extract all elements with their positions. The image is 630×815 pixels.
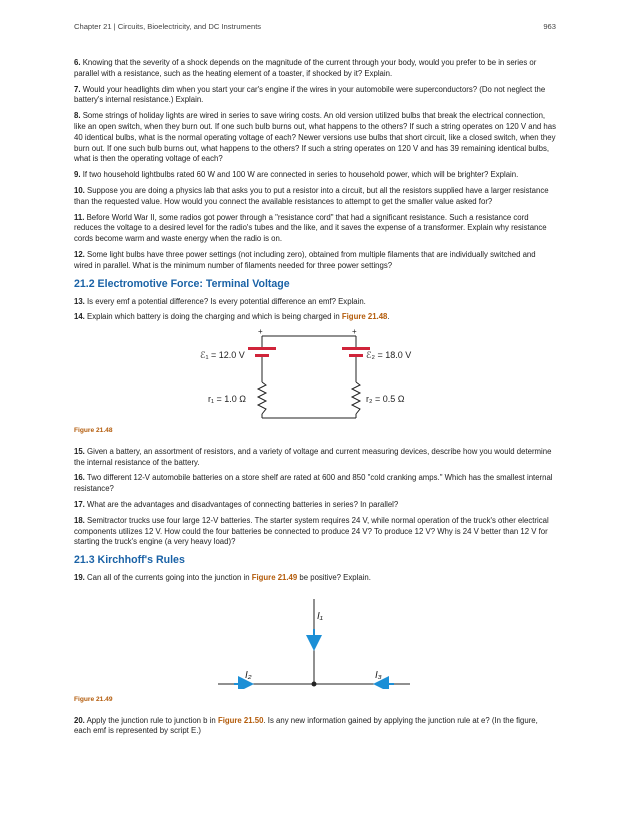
section-heading-21-2: 21.2 Electromotive Force: Terminal Voltage [74,277,290,290]
junction-diagram [74,589,556,689]
r2-label: r₂ = 0.5 Ω [366,394,405,405]
figure-21-50-link[interactable]: Figure 21.50 [217,715,264,725]
r1-label: r₁ = 1.0 Ω [208,394,247,405]
figure-21-49-caption: Figure 21.49 [74,695,113,703]
figure-21-49-link[interactable]: Figure 21.49 [251,573,298,583]
question-list [74,58,556,272]
figure-21-48-caption: Figure 21.48 [74,426,113,434]
i1-label: I₁ [317,610,323,622]
question-20: 20. Apply the junction rule to junction b in Figure 21.50. Is any new information gained by applying the junction rule at e? (In the figure, each emf is represented by script E.) [74,715,538,736]
circuit-wires [262,336,356,418]
battery-2-plus-sign: + [352,328,357,337]
question-item: 6. Knowing that the severity of a shock depends on the magnitude of the current through your body, would you prefer to be in series or parallel with a resistance, such as the heating element of a toaster, if shocked by it? Explain. [74,58,537,78]
question-list-2 [74,447,556,548]
question-item: 10. Suppose you are doing a physics lab that asks you to put a resistor into a circuit, but all the resistors supplied have a larger resistance than the requested value. How would you connect the available resistances to attempt to get the smaller value asked for? [74,185,549,206]
junction-node [312,681,317,686]
circuit-diagram [74,328,556,420]
figure-21-49 [74,589,556,693]
page-header [74,22,556,31]
figure-21-48-link[interactable]: Figure 21.48 [341,312,388,322]
question-13: 13. Is every emf a potential difference? Is every potential difference an emf? Explain. [74,296,366,306]
section-heading-21-3: 21.3 Kirchhoff's Rules [74,554,185,567]
resistor-r1 [258,382,266,414]
question-item: 18. Semitractor trucks use four large 12-V batteries. The starter system requires 24 V, while normal operation of the truck's other electrical components utilizes 12 V. How could the four batteries be connected to produce 24 V? To produce 12 V? Why is 24 V better than 12 V for starting the truck's engine (a very heavy load)? [74,515,549,547]
battery-1-plus-sign: + [258,328,263,337]
question-item: 8. Some strings of holiday lights are wired in series to save wiring costs. An old version utilized bulbs that break the electrical connection, like an open switch, when they burn out. If one such bulb burns out, what happens to the others? If such a string operates on 120 V and has 40 identical bulbs, what is the normal operating voltage of each? Newer versions use bulbs that short circuit, like a closed switch, when they burn out. If one such bulb burns out, what happens to the others? If such a string operates on 120 V and has 39 remaining identical bulbs, what is then the operating voltage of each? [74,111,556,164]
figure-21-48 [74,328,556,424]
question-item: 12. Some light bulbs have three power settings (not including zero), obtained from multiple filaments that are individually switched and wired in parallel. What is the minimum number of filaments needed for three power settings? [74,249,536,270]
i2-label: I₂ [245,669,252,681]
battery-1-positive-plate [248,347,276,350]
resistor-r2 [352,382,360,414]
emf1-label: ℰ₁ = 12.0 V [200,350,245,361]
question-item: 17. What are the advantages and disadvantages of connecting batteries in series? In parallel? [74,499,399,509]
question-14: 14. Explain which battery is doing the charging and which is being charged in Figure 21.48. [74,312,390,322]
battery-2-negative-plate [349,354,363,357]
battery-1-negative-plate [255,354,269,357]
page-number: 963 [543,22,556,31]
i3-label: I₃ [375,669,382,681]
page-content [74,58,556,742]
question-item: 9. If two household lightbulbs rated 60 W and 100 W are connected in series to household power, which will be brighter? Explain. [74,170,519,180]
battery-emf1 [248,347,276,357]
question-item: 15. Given a battery, an assortment of resistors, and a variety of voltage and current measuring devices, describe how you would determine the internal resistance of the battery. [74,446,552,467]
chapter-title: Chapter 21 | Circuits, Bioelectricity, and DC Instruments [74,22,262,31]
emf2-label: ℰ₂ = 18.0 V [366,350,412,361]
question-19: 19. Can all of the currents going into the junction in Figure 21.49 be positive? Explain. [74,573,371,583]
question-item: 11. Before World War II, some radios got power through a "resistance cord" that had a significant resistance. Such a resistance cord reduces the voltage to a desired level for the radio's tubes and the like, and it saves the expense of a transformer. Explain why resistance cords become warm and waste energy when the radio is on. [74,212,547,244]
question-item: 16. Two different 12-V automobile batteries on a store shelf are rated at 600 and 850 "cold cranking amps." Which has the smallest internal resistance? [74,473,553,494]
question-item: 7. Would your headlights dim when you start your car's engine if the wires in your automobile were superconductors? (Do not neglect the battery's internal resistance.) Explain. [74,84,546,105]
